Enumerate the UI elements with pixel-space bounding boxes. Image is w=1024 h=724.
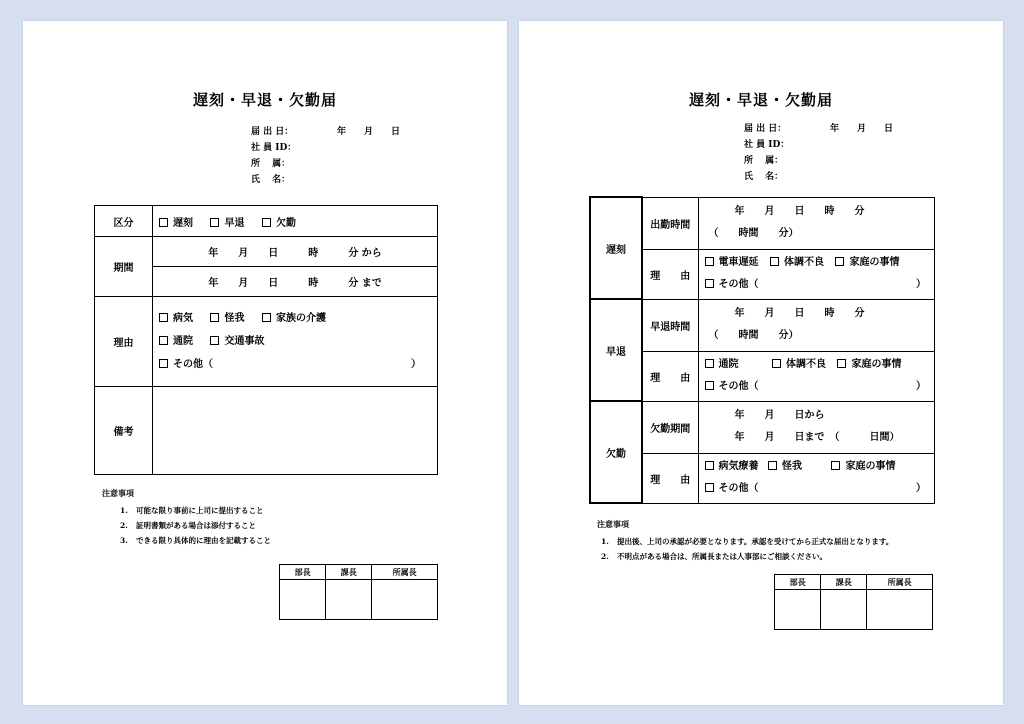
period-from-row: [95, 237, 438, 267]
approval-stamp-table: [774, 574, 933, 630]
checkbox-illness[interactable]: 病気: [159, 307, 193, 330]
period-from-field[interactable]: 年 月 日 時 分 から: [153, 237, 438, 267]
checkbox-family-matters[interactable]: 家庭の事情: [831, 456, 895, 478]
header-fields: [251, 124, 400, 188]
remarks-row: [95, 387, 438, 475]
note-item: 1. 可能な限り事前に上司に提出すること: [120, 506, 264, 515]
notes-title: 注意事項: [597, 519, 629, 529]
form-page-simple: [23, 21, 507, 705]
late-time-row: [590, 197, 935, 249]
notes-title: 注意事項: [102, 488, 134, 498]
checkbox-traffic-accident[interactable]: 交通事故: [210, 330, 264, 353]
stamp-header-dept-head: 所属長: [372, 565, 438, 580]
checkbox-family-matters[interactable]: 家庭の事情: [837, 354, 901, 376]
application-table: [94, 205, 438, 475]
checkbox-medical-treatment[interactable]: 病気療養: [705, 456, 759, 478]
stamp-box-manager[interactable]: [775, 590, 821, 630]
submit-date-row: 届 出 日： 年 月 日: [744, 124, 894, 134]
checkbox-other[interactable]: その他（ ）: [705, 376, 929, 398]
stamp-box-dept-head[interactable]: [867, 590, 933, 630]
stamp-header-section-chief: 課長: [326, 565, 372, 580]
stamp-box-section-chief[interactable]: [821, 590, 867, 630]
checkbox-other[interactable]: その他（ ）: [159, 353, 431, 376]
form-page-detailed: [519, 21, 1003, 705]
checkbox-late[interactable]: 遅刻: [159, 214, 193, 229]
stamp-box-dept-head[interactable]: [372, 580, 438, 620]
checkbox-other[interactable]: その他（ ）: [705, 274, 929, 296]
absence-period-label: 欠勤期間: [642, 401, 698, 453]
note-item: 2. 不明点がある場合は、所属長または人事部にご相談ください。: [601, 552, 827, 561]
checkbox-family-matters[interactable]: 家庭の事情: [835, 252, 899, 274]
approval-stamp-table: [279, 564, 438, 620]
note-item: 2. 証明書類がある場合は添付すること: [120, 521, 256, 530]
form-title: 遅刻・早退・欠勤届: [688, 91, 833, 109]
note-item: 1. 提出後、上司の承認が必要となります。承認を受けてから正式な届出となります。: [601, 537, 894, 546]
period-to-field[interactable]: 年 月 日 時 分 まで: [153, 267, 438, 297]
name-row: 氏 名：: [251, 175, 291, 185]
checkbox-injury[interactable]: 怪我: [768, 456, 802, 478]
late-section-label: 遅刻: [590, 197, 642, 299]
stamp-box-manager[interactable]: [280, 580, 326, 620]
stamp-header-dept-head: 所属長: [867, 575, 933, 590]
early-time-label: 早退時間: [642, 299, 698, 351]
early-section-label: 早退: [590, 299, 642, 401]
checkbox-early-leave[interactable]: 早退: [210, 214, 244, 229]
name-row: 氏 名：: [744, 172, 784, 182]
remarks-field[interactable]: [153, 387, 438, 475]
early-time-row: [590, 299, 935, 351]
late-reason-label: 理 由: [642, 249, 698, 299]
checkbox-train-delay[interactable]: 電車遅延: [705, 252, 759, 274]
absence-period-row: [590, 401, 935, 453]
checkbox-hospital[interactable]: 通院: [159, 330, 193, 353]
employee-id-row: 社 員 ID：: [251, 143, 297, 153]
stamp-header-manager: 部長: [775, 575, 821, 590]
checkbox-absence[interactable]: 欠勤: [262, 214, 296, 229]
category-row: [95, 206, 438, 237]
checkbox-injury[interactable]: 怪我: [210, 307, 244, 330]
stamp-box-section-chief[interactable]: [326, 580, 372, 620]
form-title: 遅刻・早退・欠勤届: [192, 91, 337, 109]
late-time-label: 出勤時間: [642, 197, 698, 249]
notes-section: [102, 486, 271, 548]
late-time-field[interactable]: 年 月 日 時 分 （ 時間 分）: [698, 197, 935, 249]
period-label: 期間: [95, 237, 153, 297]
absence-reason-row: [590, 453, 935, 503]
submit-date-row: 届 出 日： 年 月 日: [251, 127, 401, 137]
checkbox-hospital[interactable]: 通院: [705, 354, 739, 376]
remarks-label: 備考: [95, 387, 153, 475]
stamp-header-section-chief: 課長: [821, 575, 867, 590]
stamp-header-manager: 部長: [280, 565, 326, 580]
early-time-field[interactable]: 年 月 日 時 分 （ 時間 分）: [698, 299, 935, 351]
header-fields: [744, 121, 893, 185]
checkbox-other[interactable]: その他（ ）: [705, 478, 929, 500]
absence-period-field[interactable]: 年 月 日から 年 月 日まで （ 日間）: [698, 401, 935, 453]
note-item: 3. できる限り具体的に理由を記載すること: [120, 536, 271, 545]
checkbox-poor-health[interactable]: 体調不良: [770, 252, 824, 274]
late-reason-row: [590, 249, 935, 299]
checkbox-poor-health[interactable]: 体調不良: [772, 354, 826, 376]
reason-row: [95, 297, 438, 387]
department-row: 所 属：: [251, 159, 291, 169]
category-label: 区分: [95, 206, 153, 237]
absence-reason-label: 理 由: [642, 453, 698, 503]
checkbox-family-care[interactable]: 家族の介護: [262, 307, 326, 330]
reason-label: 理由: [95, 297, 153, 387]
application-table: [589, 196, 935, 504]
employee-id-row: 社 員 ID：: [744, 140, 790, 150]
early-reason-label: 理 由: [642, 351, 698, 401]
early-reason-row: [590, 351, 935, 401]
absence-section-label: 欠勤: [590, 401, 642, 503]
department-row: 所 属：: [744, 156, 784, 166]
notes-section: [597, 517, 893, 564]
